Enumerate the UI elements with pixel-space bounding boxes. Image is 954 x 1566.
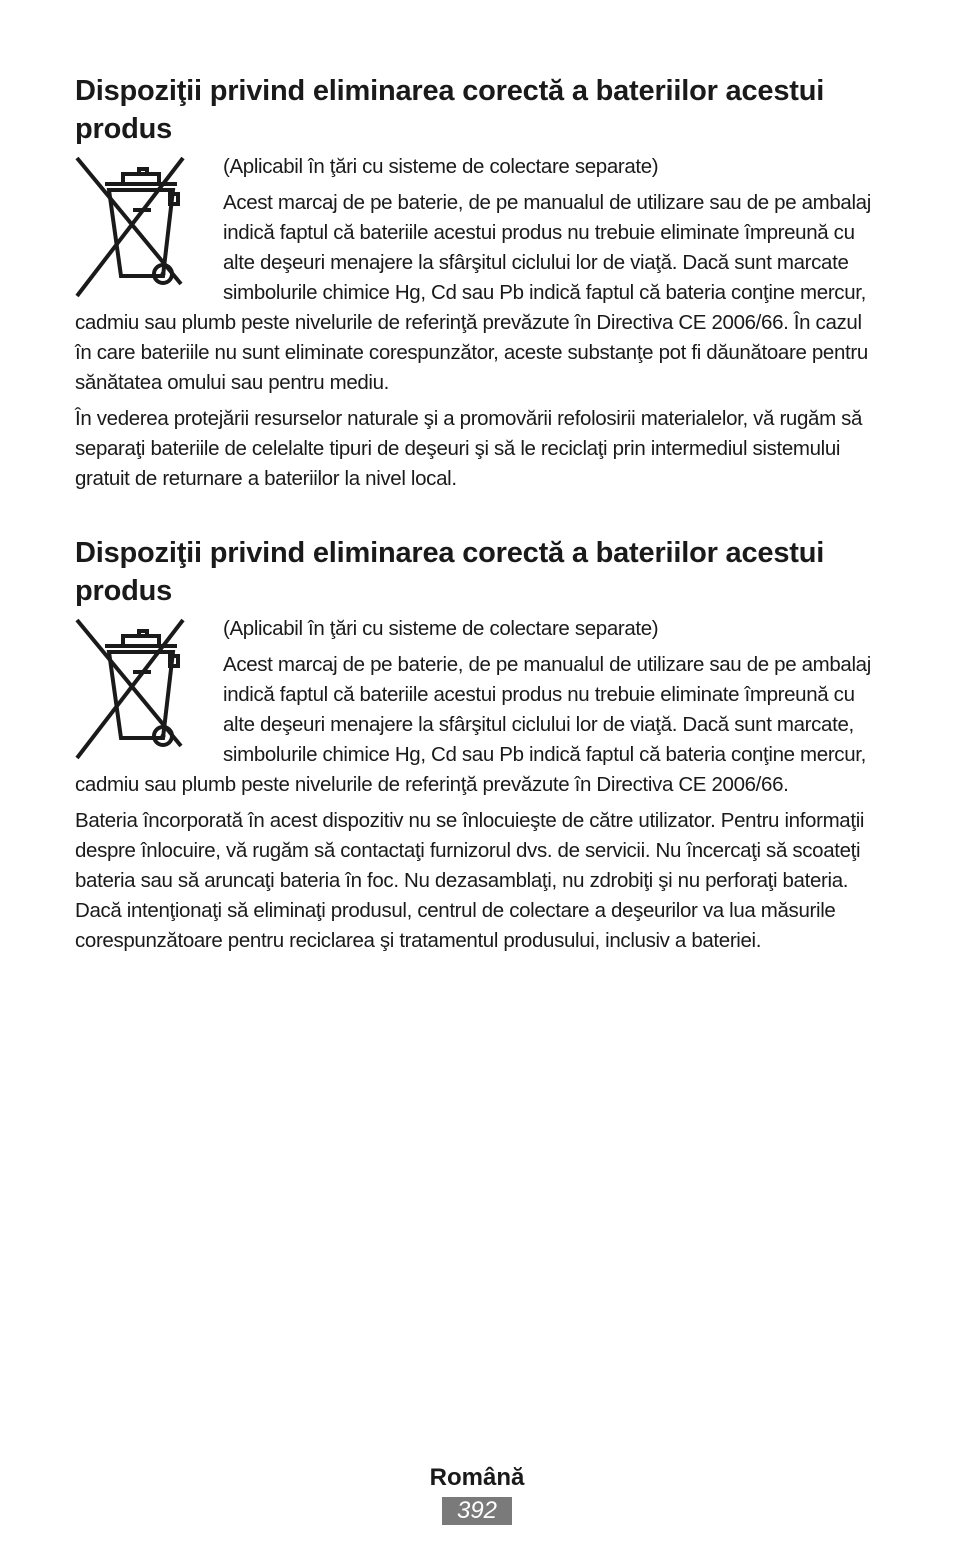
- document-page: [75, 72, 875, 996]
- battery-disposal-section-1: [75, 72, 875, 494]
- recycling-paragraph: În vederea protejării resurselor naturale şi a promovării refolosirii materialelor, vă rugăm să separaţi bateriile de celelalte tipuri de deşeuri şi să le reciclaţi prin intermediul sistemului gratuit de returnare a bateriilor la nivel local.: [75, 407, 863, 490]
- section-title: Dispoziţii privind eliminarea corectă a bateriilor acestui produs: [75, 75, 825, 145]
- marking-paragraph: Acest marcaj de pe baterie, de pe manualul de utilizare sau de pe ambalaj indică faptul că bateriile acestui produs nu trebuie eliminate împreună cu alte deşeuri menajere la sfârşitul ciclului lor de viaţă. Dacă sunt marcate simbolurile chimice Hg, Cd sau Pb indică faptul că bateria conţine mercur, cadmiu sau plumb peste nivelurile de referinţă prevăzute în Directiva CE 2006/66. În cazul în care bateriile nu sunt eliminate corespunzător, aceste substanţe pot fi dăunătoare pentru sănătatea omului sau pentru mediu.: [75, 191, 871, 394]
- crossed-out-wheelie-bin-icon: [75, 156, 207, 304]
- marking-paragraph: Acest marcaj de pe baterie, de pe manualul de utilizare sau de pe ambalaj indică faptul că bateriile acestui produs nu trebuie eliminate împreună cu alte deşeuri menajere la sfârşitul ciclului lor de viaţă. Dacă sunt marcate, simbolurile chimice Hg, Cd sau Pb indică faptul că bateria conţine mercur, cadmiu sau plumb peste nivelurile de referinţă prevăzute în Directiva CE 2006/66.: [75, 653, 871, 796]
- applicability-note: (Aplicabil în ţări cu sisteme de colectare separate): [223, 617, 659, 640]
- applicability-note: (Aplicabil în ţări cu sisteme de colectare separate): [223, 155, 659, 178]
- language-label: Română: [429, 1464, 525, 1491]
- crossed-out-wheelie-bin-icon: [75, 618, 207, 766]
- built-in-battery-paragraph: Bateria încorporată în acest dispozitiv nu se înlocuieşte de către utilizator. Pentru informaţii despre înlocuire, vă rugăm să contactaţi furnizorul dvs. de servicii. Nu încercaţi să scoateţi bateria sau să aruncaţi bateria în foc. Nu dezasamblaţi, nu zdrobiţi şi nu perforaţi bateria. Dacă intenţionaţi să eliminaţi produsul, centrul de colectare a deşeurilor va lua măsurile corespunzătoare pentru reciclarea şi tratamentul produsului, inclusiv a bateriei.: [75, 809, 865, 952]
- battery-disposal-section-2: [75, 534, 875, 956]
- page-number: 392: [442, 1497, 512, 1525]
- page-footer: [0, 1462, 954, 1525]
- section-title: Dispoziţii privind eliminarea corectă a bateriilor acestui produs: [75, 537, 825, 607]
